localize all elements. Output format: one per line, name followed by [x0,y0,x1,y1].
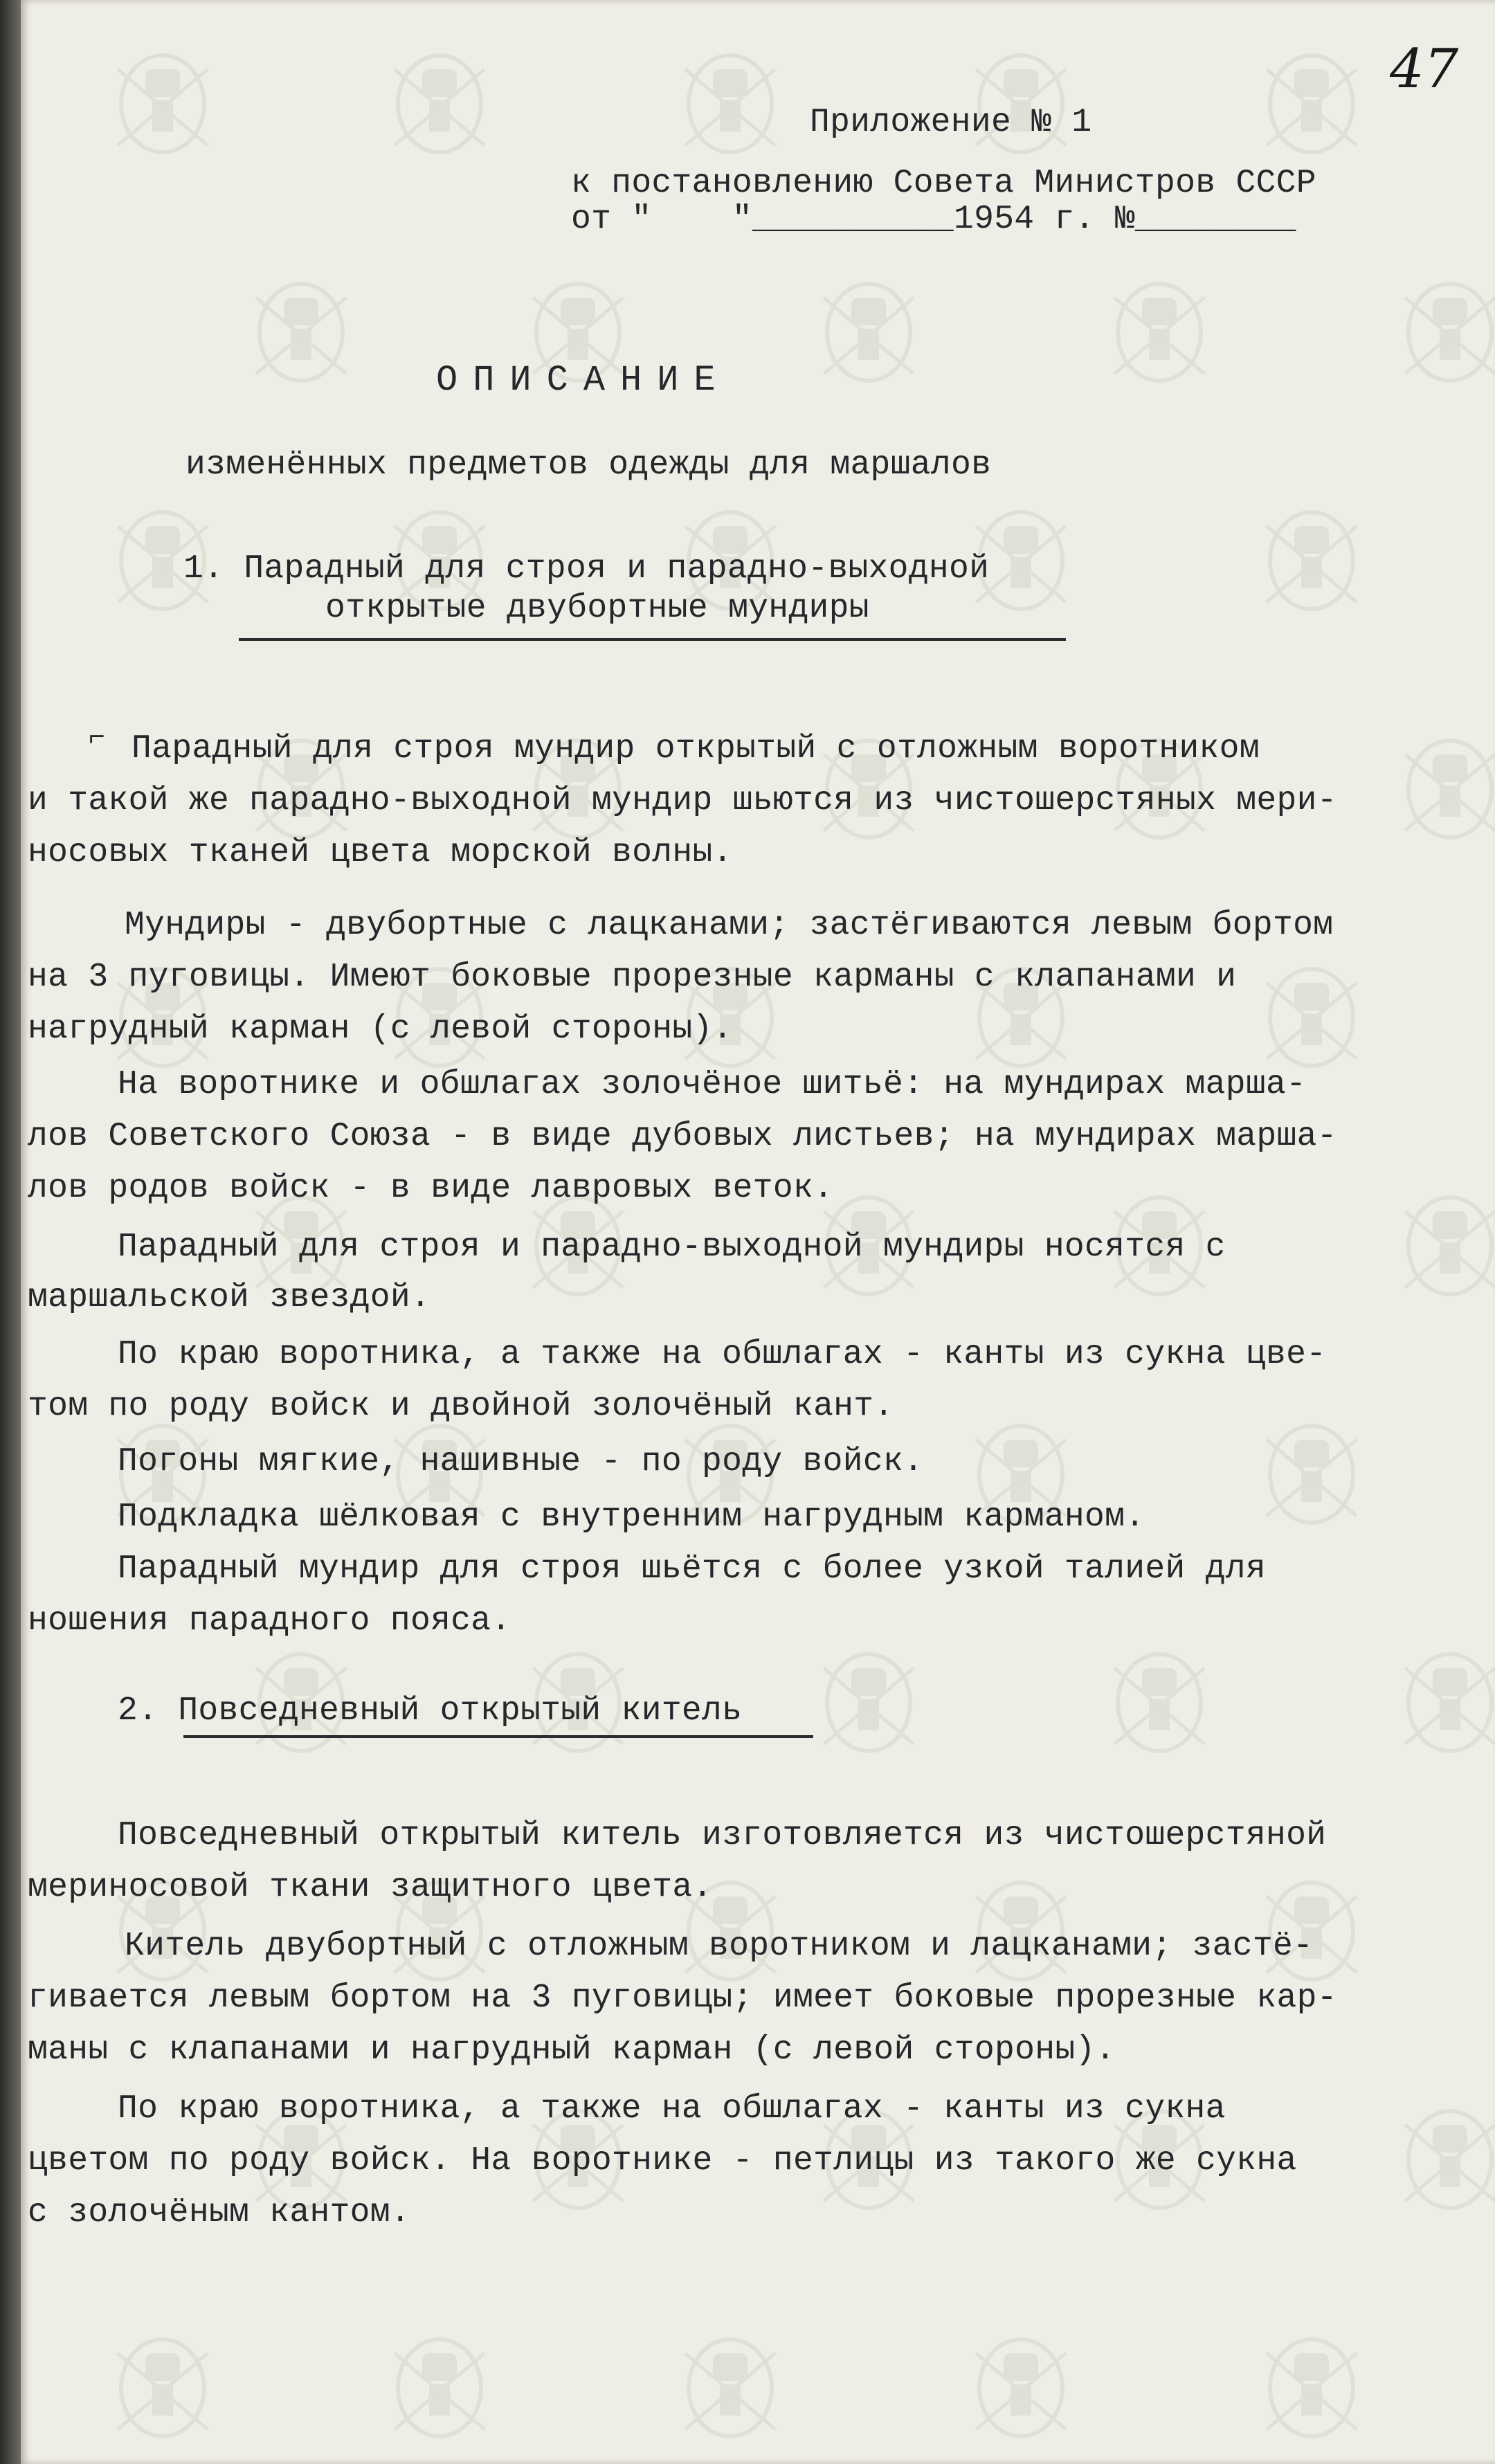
document-page [21,0,1495,2464]
section-2-text-line: Повседневный открытый китель изготовляется из чистошерстяной [118,1817,1327,1854]
binding-edge [0,0,21,2464]
section-1-text-line: том по роду войск и двойной золочёный кант. [28,1388,894,1425]
appendix-label: Приложение № 1 [810,104,1092,141]
watermark-emblem-icon [1391,2097,1495,2215]
section-1-text-line: носовых тканей цвета морской волны. [28,834,733,871]
watermark-emblem-icon [104,42,221,159]
section-1-text-line: нагрудный карман (с левой стороны). [28,1011,733,1048]
watermark-emblem-icon [810,270,927,388]
watermark-emblem-icon [1253,42,1370,159]
watermark-emblem-icon [242,270,360,388]
section-1-text-line: Погоны мягкие, нашивные - по роду войск. [118,1443,924,1480]
section-1-text-line: лов родов войск - в виде лавровых веток. [28,1170,834,1207]
watermark-emblem-icon [1391,1184,1495,1301]
section-1-text-line: На воротнике и обшлагах золочёное шитьё: на мундирах марша- [118,1066,1307,1103]
document-subtitle: изменённых предметов одежды для маршалов [185,446,992,484]
section-1-text-line: Парадный мундир для строя шьётся с более узкой талией для [118,1550,1266,1588]
section-2-text-line: гивается левым бортом на 3 пуговицы; имеет боковые прорезные кар- [28,1980,1337,2017]
watermark-emblem-icon [671,42,789,159]
section-1-text-line: и такой же парадно-выходной мундир шьются из чистошерстяных мери- [28,782,1337,819]
section-1-text-line: Подкладка шёлковая с внутренним нагрудным карманом. [118,1498,1145,1536]
section-1-text-line: Мундиры - двубортные с лацканами; застёгиваются левым бортом [125,907,1334,944]
section-1-text-line: на 3 пуговицы. Имеют боковые прорезные карманы с клапанами и [28,959,1237,996]
section-2-text-line: Китель двубортный с отложным воротником и лацканами; застё- [125,1928,1314,1965]
section-1-text-line: лов Советского Союза - в виде дубовых листьев; на мундирах марша- [28,1118,1337,1155]
section-1-text-line: маршальской звездой. [28,1279,431,1316]
watermark-emblem-icon [1253,1412,1370,1530]
section-1-underline [239,638,1066,641]
section-1-text-line: Парадный для строя и парадно-выходной мундиры носятся с [118,1229,1226,1266]
document-title: ОПИСАНИЕ [436,360,731,401]
section-2-text-line: цветом по роду войск. На воротнике - петлицы из такого же сукна [28,2142,1297,2180]
section-1-text-line: ношения парадного пояса. [28,1602,511,1640]
section-2-heading: 2. Повседневный открытый китель [118,1692,743,1730]
section-2-underline [183,1735,813,1738]
watermark-emblem-icon [962,2326,1080,2443]
watermark-emblem-icon [1100,1640,1218,1758]
watermark-emblem-icon [1391,270,1495,388]
decree-date-line: от " "__________1954 г. №________ [571,201,1296,238]
section-1-text-line: Парадный для строя мундир открытый с отложным воротником [132,730,1260,768]
watermark-emblem-icon [104,2326,221,2443]
watermark-emblem-icon [671,2326,789,2443]
section-2-text-line: маны с клапанами и нагрудный карман (с левой стороны). [28,2031,1116,2069]
margin-mark: ⌐ [89,723,106,754]
section-1-text-line: По краю воротника, а также на обшлагах - канты из сукна цве- [118,1336,1327,1373]
section-1-heading-line-2: открытые двубортные мундиры [325,590,869,627]
watermark-emblem-icon [381,42,498,159]
watermark-emblem-icon [381,2326,498,2443]
watermark-emblem-icon [1253,955,1370,1073]
watermark-emblem-icon [1253,2326,1370,2443]
watermark-emblem-icon [1253,498,1370,616]
section-2-text-line: мериносовой ткани защитного цвета. [28,1869,713,1906]
page-number: 47 [1390,38,1459,100]
section-2-text-line: По краю воротника, а также на обшлагах - канты из сукна [118,2090,1226,2128]
watermark-emblem-icon [1391,1640,1495,1758]
watermark-emblem-icon [1391,727,1495,844]
watermark-emblem-icon [810,1640,927,1758]
decree-reference: к постановлению Совета Министров СССР [571,165,1316,202]
section-2-text-line: с золочёным кантом. [28,2194,410,2231]
watermark-emblem-icon [1100,270,1218,388]
section-1-heading-line-1: 1. Парадный для строя и парадно-выходной [183,550,990,588]
watermark-emblem-icon [962,42,1080,159]
